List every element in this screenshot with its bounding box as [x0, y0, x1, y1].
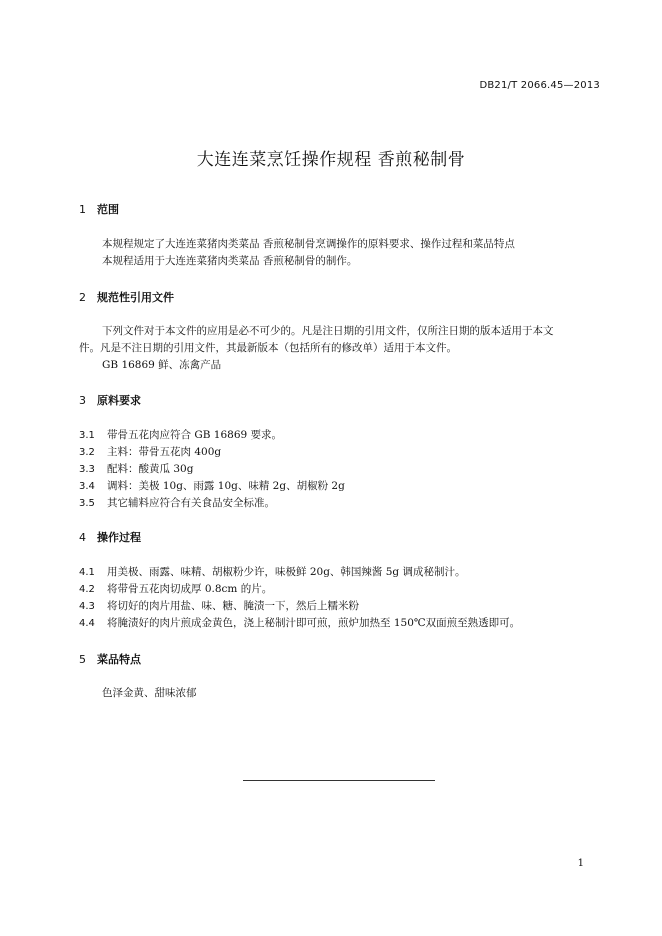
item-text: 将切好的肉片用盐、味、糖、腌渍一下，然后上糯米粉 [107, 600, 359, 612]
list-item [79, 427, 282, 442]
item-number: 3.2 [79, 447, 95, 458]
section-heading-characteristics [79, 651, 141, 667]
list-item [79, 461, 193, 476]
paragraph: 本规程规定了大连连菜猪肉类菜品 香煎秘制骨烹调操作的原料要求、操作过程和菜品特点 [102, 238, 515, 250]
list-item [79, 478, 345, 493]
section-heading-raw-materials [79, 392, 141, 408]
page-number: 1 [577, 858, 584, 869]
item-text: 带骨五花肉应符合 GB 16869 要求。 [107, 429, 283, 441]
list-item [79, 564, 466, 579]
list-item [79, 598, 359, 613]
item-text: 主料：带骨五花肉 400g [107, 446, 222, 458]
section-number: 5 [79, 653, 86, 666]
item-number: 4.2 [79, 584, 95, 595]
item-text: 将腌渍好的肉片煎成金黄色，浇上秘制汁即可煎，煎炉加热至 150℃双面煎至熟透即可。 [107, 617, 521, 629]
item-number: 3.1 [79, 430, 95, 441]
section-heading-normative-references [79, 289, 174, 305]
item-text: 其它辅料应符合有关食品安全标准。 [107, 497, 275, 509]
section-number: 1 [79, 203, 86, 216]
item-text: 配料：酸黄瓜 30g [107, 463, 194, 475]
list-item [79, 615, 520, 630]
item-text: 将带骨五花肉切成厚 0.8cm 的片。 [107, 583, 273, 595]
item-number: 3.4 [79, 481, 95, 492]
list-item [79, 444, 221, 459]
section-title: 菜品特点 [97, 653, 141, 666]
section-heading-scope [79, 201, 119, 217]
paragraph: 件。凡是不注日期的引用文件，其最新版本（包括所有的修改单）适用于本文件。 [79, 342, 457, 354]
item-number: 3.3 [79, 464, 95, 475]
paragraph: 本规程适用于大连连菜猪肉类菜品 香煎秘制骨的制作。 [102, 255, 358, 267]
item-number: 4.3 [79, 601, 95, 612]
item-number: 4.1 [79, 567, 95, 578]
paragraph: 下列文件对于本文件的应用是必不可少的。凡是注日期的引用文件，仅所注日期的版本适用于本文 [102, 325, 554, 337]
item-text: 用美极、雨露、味精、胡椒粉少许，味极鲜 20g、韩国辣酱 5g 调成秘制汁。 [107, 566, 466, 578]
item-text: 调料：美极 10g、雨露 10g、味精 2g、胡椒粉 2g [107, 480, 345, 492]
reference-item: GB 16869 鲜、冻禽产品 [102, 359, 222, 371]
standard-number: DB21/T 2066.45—2013 [479, 80, 600, 91]
section-number: 3 [79, 394, 86, 407]
item-number: 4.4 [79, 618, 95, 629]
section-title: 操作过程 [97, 531, 141, 544]
end-rule [243, 780, 435, 781]
list-item [79, 495, 275, 510]
paragraph: 色泽金黄、甜味浓郁 [102, 687, 197, 699]
item-number: 3.5 [79, 498, 95, 509]
document-title: 大连连菜烹饪操作规程 香煎秘制骨 [196, 150, 466, 170]
list-item [79, 581, 272, 596]
section-title: 原料要求 [97, 394, 141, 407]
section-number: 4 [79, 531, 86, 544]
section-title: 规范性引用文件 [97, 291, 174, 304]
section-number: 2 [79, 291, 86, 304]
section-heading-procedure [79, 529, 141, 545]
section-title: 范围 [97, 203, 119, 216]
